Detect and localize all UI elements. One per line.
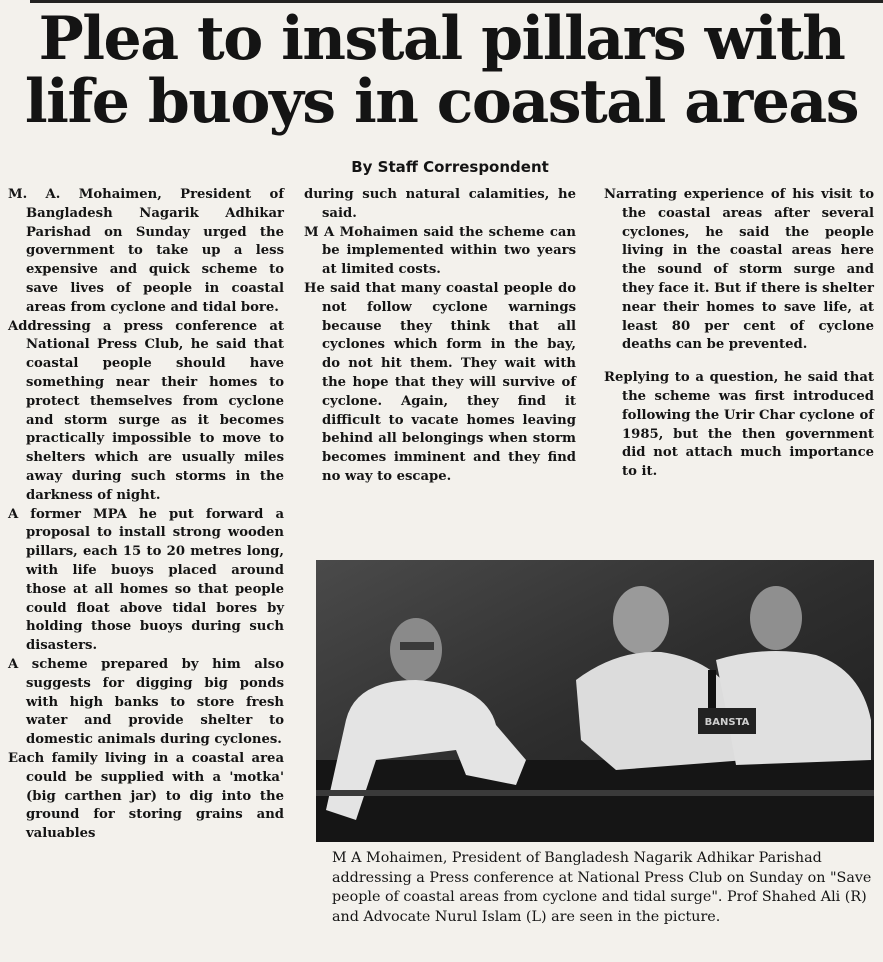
- paragraph: Addressing a press conference at National Press Club, he said that coastal people should have something near their homes to protect themselves from cyclone and storm surge as it becomes practically impossible to move to shelters which are usually miles away during such storms in the darkness of night.: [8, 318, 284, 503]
- paragraph: A scheme prepared by him also suggests for digging big ponds with high banks to store fresh water and provide shelter to domestic animals during cyclones.: [8, 656, 284, 748]
- paragraph: M A Mohaimen said the scheme can be implemented within two years at limited costs.: [304, 224, 576, 278]
- article-column-2: [304, 186, 576, 487]
- paragraph: M. A. Mohaimen, President of Bangladesh Nagarik Adhikar Parishad on Sunday urged the government to take up a less expensive and quick scheme to save lives of people in coastal areas from cyclone and tidal bore.: [8, 187, 284, 315]
- headline: [0, 4, 883, 137]
- article-column-1: [8, 186, 284, 844]
- paragraph: Replying to a question, he said that the scheme was first introduced following the Urir Char cyclone of 1985, but the then government did not attach much importance to it.: [604, 370, 874, 480]
- headline-line-2: life buoys in coastal areas: [24, 67, 859, 137]
- paragraph: during such natural calamities, he said.: [304, 187, 576, 221]
- paragraph: Each family living in a coastal area could be supplied with a 'motka' (big carthen jar) to dig into the ground for storing grains and valuables: [8, 750, 284, 842]
- top-rule: [30, 0, 883, 3]
- paragraph: A former MPA he put forward a proposal to install strong wooden pillars, each 15 to 20 metres long, with life buoys placed around those at all homes so that people could float above tidal bores by holding those buoys during such disasters.: [8, 506, 284, 654]
- byline: By Staff Correspondent: [351, 158, 549, 176]
- paragraph: He said that many coastal people do not follow cyclone warnings because they think that all cyclones which form in the bay, do not hit them. They wait with the hope that they will survive of cyclone. Again, they find it difficult to vacate homes leaving behind all belongings when storm becomes imminent and they find no way to escape.: [304, 280, 576, 484]
- photo-caption: M A Mohaimen, President of Bangladesh Nagarik Adhikar Parishad addressing a Press conference at National Press Club on Sunday on "Save people of coastal areas from cyclone and tidal surge". Prof Shahed Ali (R) and Advocate Nurul Islam (L) are seen in the picture.: [332, 850, 872, 925]
- mic-label: BANSTA: [704, 717, 750, 728]
- article-column-3: [604, 186, 874, 482]
- paragraph: Narrating experience of his visit to the coastal areas after several cyclones, he said the people living in the coastal areas here the sound of storm surge and they face it. But if there is shelter near their homes to save life, at least 80 per cent of cyclone deaths can be prevented.: [604, 187, 874, 353]
- headline-line-1: Plea to instal pillars with: [38, 4, 845, 74]
- press-conference-photo: [316, 560, 874, 842]
